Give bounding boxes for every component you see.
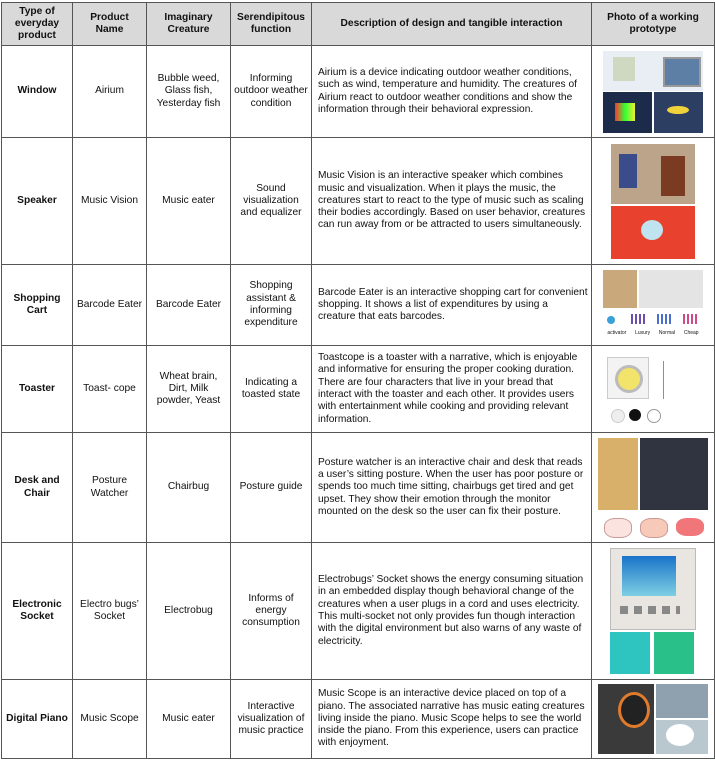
annotation-lines (663, 361, 700, 399)
photo-posture-watcher (598, 438, 708, 538)
creature-label: Luxury (635, 330, 651, 336)
header-type: Type of everyday product (2, 3, 73, 46)
chairbug-icon (604, 518, 632, 538)
serendipitous-function: Shopping assistant & informing expenditure (231, 265, 312, 346)
header-product-name: Product Name (73, 3, 147, 46)
product-name: Music Vision (73, 138, 147, 265)
product-type: Toaster (2, 346, 73, 433)
description: Posture watcher is an interactive chair and desk that reads a user’s sitting posture. When the user has poor posture or spends too much time sitting, chairbugs get tired and get upset. They show their emotion through the monitor mounted on the desk so the user can fix their posture. (312, 433, 592, 543)
description: Toastcope is a toaster with a narrative, which is enjoyable and informative for ensuring the proper cooking duration. There are four characters that live in your bread that interact with the toaster and each other. It provides users with entertainment while cooking and providing relevant information. (312, 346, 592, 433)
table-row (2, 433, 715, 543)
product-type: Window (2, 46, 73, 138)
photo-toastcope (603, 351, 703, 427)
music-eater-icon (641, 220, 663, 240)
serendipitous-function: Sound visualization and equalizer (231, 138, 312, 265)
person-image (619, 154, 637, 188)
bubble-weed-icon (615, 103, 635, 121)
product-name: Airium (73, 46, 147, 138)
product-name: Music Scope (73, 680, 147, 759)
photo-music-scope (598, 684, 708, 754)
product-name: Posture Watcher (73, 433, 147, 543)
photo-airium (603, 51, 703, 133)
table-row (2, 543, 715, 680)
serendipitous-function: Posture guide (231, 433, 312, 543)
speaker-image (661, 156, 685, 196)
header-function: Serendipitous function (231, 3, 312, 46)
imaginary-creature: Music eater (147, 680, 231, 759)
prototype-photo (592, 680, 715, 759)
chairbug-icon (640, 518, 668, 538)
electrobug-image-1 (610, 632, 650, 674)
creature-label: Normal (658, 330, 676, 336)
product-type: Digital Piano (2, 680, 73, 759)
prototype-photo (592, 543, 715, 680)
serendipitous-function: Informs of energy consumption (231, 543, 312, 680)
product-type: Shopping Cart (2, 265, 73, 346)
table-row (2, 346, 715, 433)
product-name: Electro bugs’ Socket (73, 543, 147, 680)
barcode-icon (683, 314, 697, 324)
photo-barcode-eater (603, 270, 703, 340)
description: Music Vision is an interactive speaker which combines music and visualization. When it plays the music, the creatures start to react to the type of music such as scaling their bodies accordingly. Based on user behavior, creatures can run away from or be attracted to users simultaneously. (312, 138, 592, 265)
product-name: Toast- cope (73, 346, 147, 433)
lamp-image (613, 57, 635, 81)
monitor-image (663, 57, 701, 87)
music-eater-icon (666, 724, 694, 746)
serendipitous-function: Indicating a toasted state (231, 346, 312, 433)
serendipitous-function: Informing outdoor weather condition (231, 46, 312, 138)
scope-icon (615, 365, 643, 393)
prototype-photo (592, 138, 715, 265)
scope-image (618, 692, 650, 728)
creature-label: activator (607, 330, 627, 336)
character-icon (611, 409, 625, 423)
barcode-icon (631, 314, 645, 324)
inner-world-image (656, 684, 708, 718)
desk-image (598, 438, 638, 510)
creature-label: Cheap (683, 330, 699, 336)
product-table (1, 2, 715, 759)
prototype-photo (592, 433, 715, 543)
character-icon (647, 409, 661, 423)
prototype-photo (592, 346, 715, 433)
product-type: Electronic Socket (2, 543, 73, 680)
imaginary-creature: Wheat brain, Dirt, Milk powder, Yeast (147, 346, 231, 433)
product-type: Desk and Chair (2, 433, 73, 543)
table-row (2, 680, 715, 759)
character-icon (629, 409, 641, 421)
outlets-image (620, 606, 680, 614)
header-row (2, 3, 715, 46)
display-image (622, 556, 676, 596)
description: Music Scope is an interactive device placed on top of a piano. The associated narrative has music eating creatures living inside the piano. Music Scope helps to see the world inside the piano. From this experience, users can practice with enjoyment. (312, 680, 592, 759)
header-creature: Imaginary Creature (147, 3, 231, 46)
header-photo: Photo of a working prototype (592, 3, 715, 46)
barcode-icon (657, 314, 671, 324)
serendipitous-function: Interactive visualization of music practice (231, 680, 312, 759)
imaginary-creature: Music eater (147, 138, 231, 265)
header-description: Description of design and tangible interaction (312, 3, 592, 46)
description: Electrobugs’ Socket shows the energy consuming situation in an embedded display though behavioral change of the creatures when a user plugs in a cord and uses electricity. This multi-socket not only provides fun though interaction with the digital environment but also warns of any waste of electricity. (312, 543, 592, 680)
description: Airium is a device indicating outdoor weather conditions, such as wind, temperature and humidity. The creatures of Airium react to outdoor weather conditions and show the information through their behavioral expression. (312, 46, 592, 138)
chair-image (640, 438, 708, 510)
electrobug-image-2 (654, 632, 694, 674)
creature-icon (607, 316, 615, 324)
chairbug-icon (676, 518, 704, 536)
imaginary-creature: Bubble weed, Glass fish, Yesterday fish (147, 46, 231, 138)
product-name: Barcode Eater (73, 265, 147, 346)
imaginary-creature: Chairbug (147, 433, 231, 543)
photo-music-vision (611, 144, 695, 259)
description: Barcode Eater is an interactive shopping cart for convenient shopping. It shows a list of expenditures by using a creature that eats barcodes. (312, 265, 592, 346)
prototype-photo (592, 46, 715, 138)
imaginary-creature: Barcode Eater (147, 265, 231, 346)
fish-icon (667, 106, 689, 114)
creature-labels (603, 328, 703, 338)
cart-image (603, 270, 637, 308)
screen-image (639, 270, 703, 308)
prototype-photo (592, 265, 715, 346)
product-type: Speaker (2, 138, 73, 265)
imaginary-creature: Electrobug (147, 543, 231, 680)
table-row (2, 46, 715, 138)
table-row (2, 138, 715, 265)
photo-electrobugs-socket (610, 548, 696, 674)
table-row (2, 265, 715, 346)
